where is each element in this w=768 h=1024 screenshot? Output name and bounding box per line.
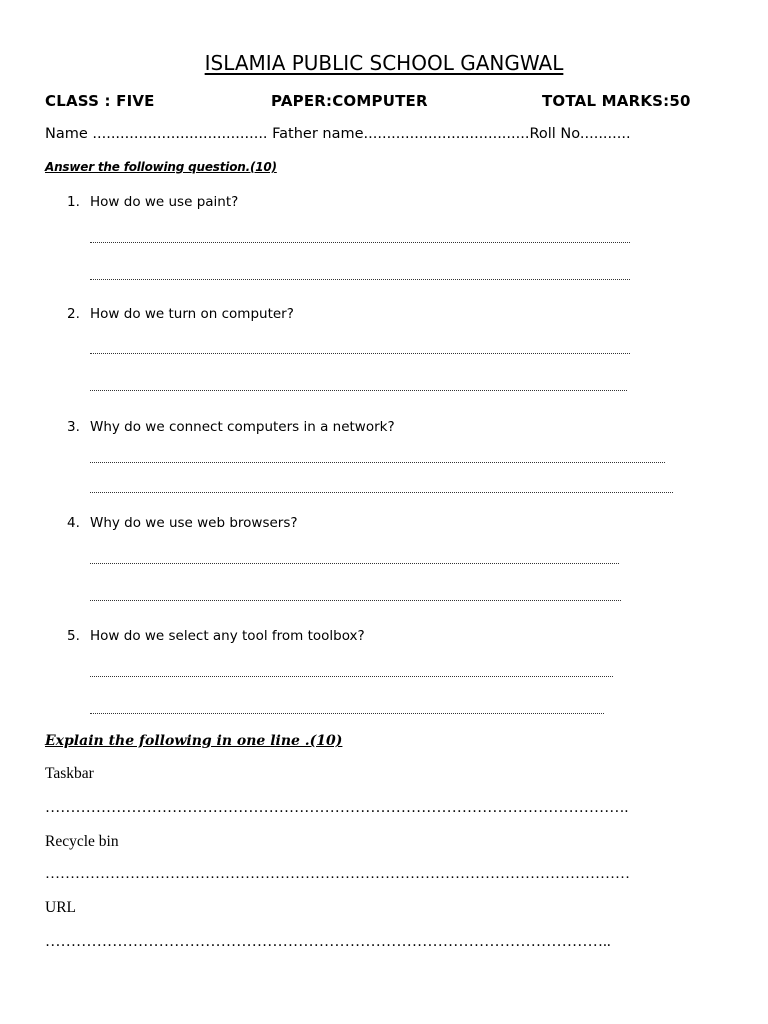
term-label: Recycle bin (45, 833, 119, 850)
term-label: Taskbar (45, 765, 94, 782)
question-number: 2. (67, 306, 80, 322)
answer-line (90, 353, 630, 354)
answer-line (90, 390, 627, 391)
question-number: 3. (67, 419, 80, 435)
section-heading-explain: Explain the following in one line .(10) (45, 733, 343, 749)
class-label: CLASS : FIVE (45, 92, 155, 110)
question-number: 1. (67, 194, 80, 210)
answer-line (90, 242, 630, 243)
term-label: URL (45, 899, 76, 916)
total-marks-label: TOTAL MARKS:50 (542, 92, 691, 110)
answer-line (90, 676, 613, 677)
paper-label: PAPER:COMPUTER (271, 92, 428, 110)
answer-line (90, 462, 665, 463)
question-text: How do we turn on computer? (90, 306, 294, 322)
answer-line (90, 492, 673, 493)
question-text: How do we use paint? (90, 194, 239, 210)
question-text: How do we select any tool from toolbox? (90, 628, 365, 644)
answer-line (90, 713, 604, 714)
school-title: ISLAMIA PUBLIC SCHOOL GANGWAL (204, 51, 564, 75)
question-number: 4. (67, 515, 80, 531)
term-answer-line: ……………………………………………………………………………………………….. (45, 933, 611, 950)
question-text: Why do we use web browsers? (90, 515, 298, 531)
student-info-line: Name ...................................... Father name....................................Roll No........... (45, 126, 631, 142)
question-text: Why do we connect computers in a network? (90, 419, 395, 435)
answer-line (90, 563, 619, 564)
answer-line (90, 279, 630, 280)
term-answer-line: ……………………………………………………………………………………………………. (45, 799, 629, 816)
question-number: 5. (67, 628, 80, 644)
answer-line (90, 600, 621, 601)
term-answer-line: ……………………………………………………………………………………………………… (45, 866, 630, 882)
section-heading-questions: Answer the following question.(10) (45, 160, 277, 174)
